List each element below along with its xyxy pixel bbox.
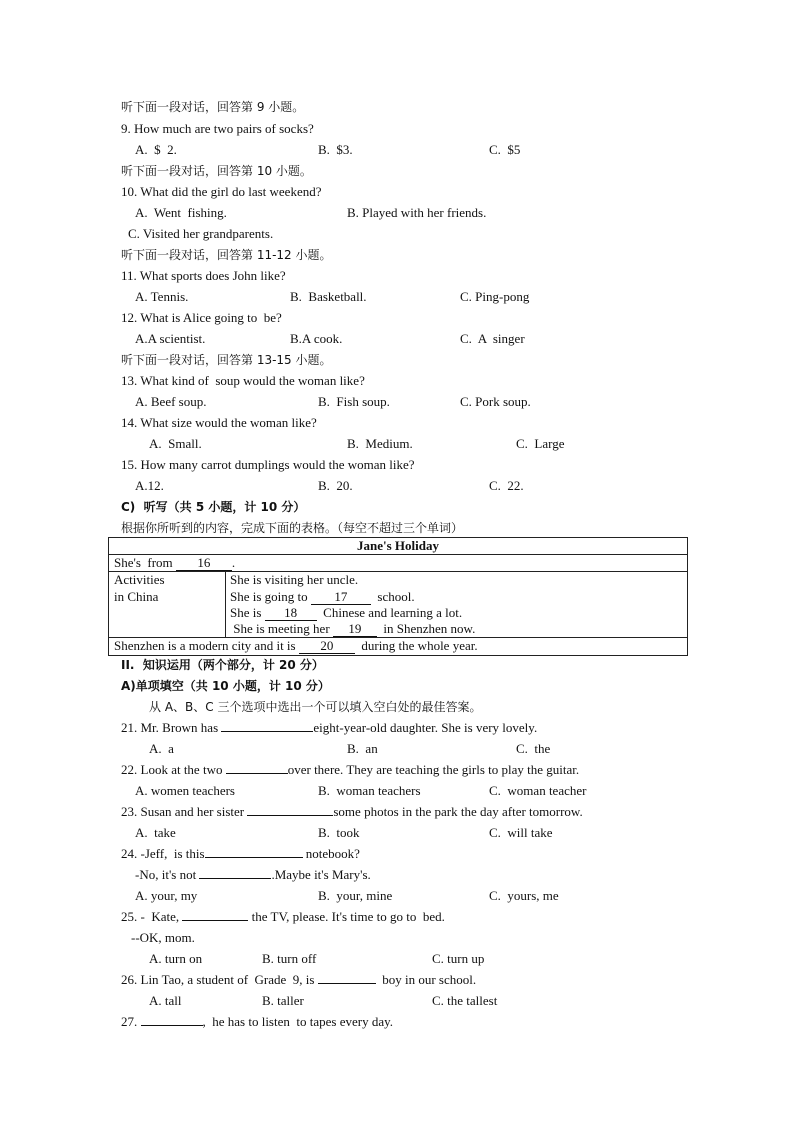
question-15: 15. How many carrot dumplings would the woman like? [121, 457, 415, 472]
q9-option-c: C. $5 [489, 142, 521, 157]
activity-1: She is visiting her uncle. [230, 572, 359, 587]
activity-3: She is 18 Chinese and learning a lot. [230, 605, 463, 620]
q23-blank [247, 815, 333, 816]
q26-option-c: C. the tallest [432, 993, 498, 1008]
q13-option-c: C. Pork soup. [460, 394, 531, 409]
q15-option-a: A.12. [135, 478, 164, 493]
q11-option-b: B. Basketball. [290, 289, 367, 304]
q11-option-a: A. Tennis. [135, 289, 189, 304]
q14-option-b: B. Medium. [347, 436, 413, 451]
q21-option-c: C. the [516, 741, 551, 756]
q21-blank [221, 731, 313, 732]
q25-option-c: C. turn up [432, 951, 485, 966]
question-22: 22. Look at the two over there. They are teaching the girls to play the guitar. [121, 762, 580, 777]
question-10: 10. What did the girl do last weekend? [121, 184, 322, 199]
section-2a-instruction: 从 A、B、C 三个选项中选出一个可以填入空白处的最佳答案。 [149, 700, 482, 714]
q27-blank [141, 1025, 203, 1026]
q15-option-b: B. 20. [318, 478, 353, 493]
q9-option-a: A. $ 2. [135, 142, 177, 157]
section-c-instruction: 根据你所听到的内容，完成下面的表格。（每空不超过三个单词） [121, 521, 464, 535]
blank-17: 17 [311, 590, 371, 605]
intro-q9: 听下面一段对话，回答第 9 小题。 [121, 100, 305, 114]
q11-option-c: C. Ping-pong [460, 289, 530, 304]
question-13: 13. What kind of soup would the woman like? [121, 373, 365, 388]
activities-label-2: in China [114, 589, 159, 604]
question-27: 27. , he has to listen to tapes every day. [121, 1014, 393, 1029]
q22-option-a: A. women teachers [135, 783, 235, 798]
q26-blank [318, 983, 376, 984]
question-23: 23. Susan and her sister some photos in the park the day after tomorrow. [121, 804, 583, 819]
q24-blank-2 [199, 878, 271, 879]
q26-option-a: A. tall [149, 993, 182, 1008]
section-2-title: II. 知识运用（两个部分，计 20 分） [121, 658, 324, 672]
q10-option-a: A. Went fishing. [135, 205, 227, 220]
q24-option-a: A. your, my [135, 888, 198, 903]
row-shenzhen-text: Shenzhen is a modern city and it is 20 during the whole year. [114, 638, 478, 653]
q12-option-c: C. A singer [460, 331, 525, 346]
activity-2: She is going to 17 school. [230, 589, 415, 604]
section-c-title: C) 听写（共 5 小题，计 10 分） [121, 500, 306, 514]
q13-option-a: A. Beef soup. [135, 394, 207, 409]
q23-option-a: A. take [135, 825, 176, 840]
question-12: 12. What is Alice going to be? [121, 310, 282, 325]
intro-q10: 听下面一段对话，回答第 10 小题。 [121, 164, 312, 178]
blank-18: 18 [265, 606, 317, 621]
janes-holiday-table [108, 537, 688, 656]
table-title-row [109, 538, 687, 555]
activities-label-1: Activities [114, 572, 165, 587]
blank-20: 20 [299, 639, 355, 654]
section-2a-title: A)单项填空（共 10 小题，计 10 分） [121, 679, 330, 693]
table-divider [225, 572, 226, 637]
q22-blank [226, 773, 288, 774]
table-row-activities [109, 572, 687, 638]
intro-q11-12: 听下面一段对话，回答第 11-12 小题。 [121, 248, 332, 262]
question-14: 14. What size would the woman like? [121, 415, 317, 430]
q25-option-a: A. turn on [149, 951, 203, 966]
blank-16: 16 [176, 556, 232, 571]
q25-blank [182, 920, 248, 921]
q24-blank-1 [205, 857, 303, 858]
q15-option-c: C. 22. [489, 478, 524, 493]
question-24-line2: -No, it's not .Maybe it's Mary's. [135, 867, 371, 882]
row-from-text: She's from 16 . [114, 555, 236, 570]
intro-q13-15: 听下面一段对话，回答第 13-15 小题。 [121, 353, 332, 367]
q24-option-b: B. your, mine [318, 888, 393, 903]
question-11: 11. What sports does John like? [121, 268, 286, 283]
q22-option-c: C. woman teacher [489, 783, 587, 798]
q12-option-b: B.A cook. [290, 331, 343, 346]
question-25-line2: --OK, mom. [131, 930, 195, 945]
table-row-from [109, 555, 687, 572]
question-24: 24. -Jeff, is this notebook? [121, 846, 360, 861]
table-row-shenzhen [109, 638, 687, 655]
question-26: 26. Lin Tao, a student of Grade 9, is boy in our school. [121, 972, 477, 987]
question-25: 25. - Kate, the TV, please. It's time to go to bed. [121, 909, 445, 924]
q25-option-b: B. turn off [262, 951, 317, 966]
q9-option-b: B. $3. [318, 142, 353, 157]
q21-option-b: B. an [347, 741, 378, 756]
q22-option-b: B. woman teachers [318, 783, 421, 798]
blank-19: 19 [333, 622, 377, 637]
q24-option-c: C. yours, me [489, 888, 559, 903]
q13-option-b: B. Fish soup. [318, 394, 390, 409]
table-title: Jane's Holiday [357, 538, 439, 553]
question-9: 9. How much are two pairs of socks? [121, 121, 314, 136]
q10-option-c: C. Visited her grandparents. [128, 226, 274, 241]
q23-option-c: C. will take [489, 825, 553, 840]
q10-option-b: B. Played with her friends. [347, 205, 487, 220]
question-21: 21. Mr. Brown has eight-year-old daughter. She is very lovely. [121, 720, 538, 735]
q14-option-a: A. Small. [149, 436, 202, 451]
activity-4: She is meeting her 19 in Shenzhen now. [230, 621, 476, 636]
q23-option-b: B. took [318, 825, 360, 840]
q21-option-a: A. a [149, 741, 174, 756]
q12-option-a: A.A scientist. [135, 331, 206, 346]
q26-option-b: B. taller [262, 993, 304, 1008]
q14-option-c: C. Large [516, 436, 565, 451]
